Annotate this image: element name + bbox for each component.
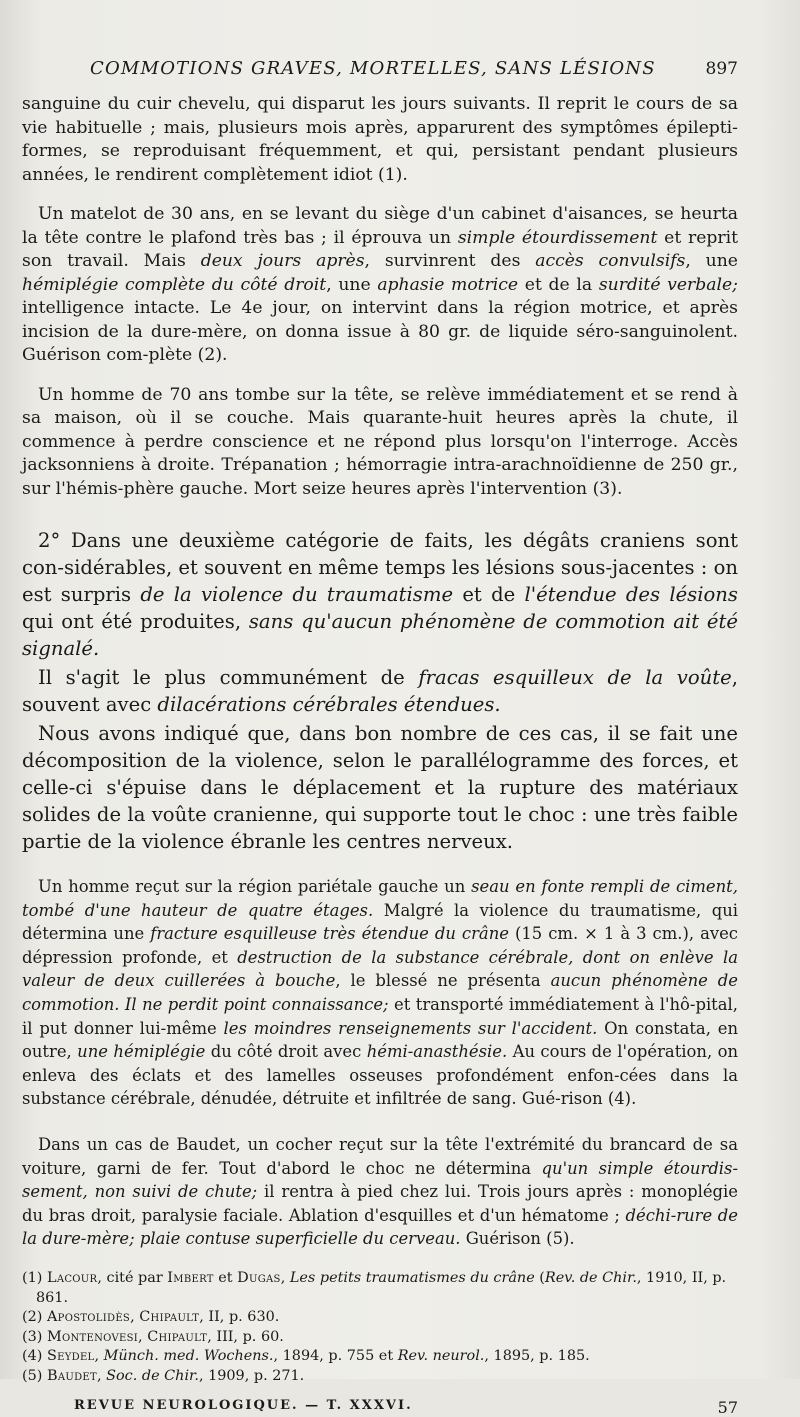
italic-run: fracture esquilleuse très étendue du crâne [150,924,509,944]
italic-run: Les petits traumatismes du crâne [289,1269,535,1286]
footnote-number: (3) [22,1328,43,1345]
italic-run: de la violence du traumatisme [140,583,454,606]
text-run: , souvent avec [22,666,738,716]
text-run: Au cours de l'opération, on enleva des éclats et des lamelles osseuses profondément enfon-cées dans la substance cérébrale, dénudée, détruite et infiltrée de sang. Gué-rison (4). [22,1042,739,1109]
footnote-author: Baudet [46,1367,97,1384]
paragraph-4 [22,527,738,662]
sheet-signature: 57 [717,1398,738,1417]
footnote-author: Montenovesi [46,1328,139,1345]
body-text [22,93,738,1251]
footnote-author: Dugas [237,1269,281,1286]
italic-run: surdité verbale; [598,274,738,295]
text-run: du côté droit avec [205,1042,367,1062]
text-run: , [94,1348,104,1365]
italic-run: Rev. neurol. [397,1348,485,1365]
text-run: ( [534,1269,545,1286]
text-run: Dans un cas de Baudet, un cocher reçut sur la tête l'extrémité du brancard de sa voiture, garni de fer. Tout d'abord le choc ne détermina [22,1134,738,1178]
text-run: 2° Dans une deuxième catégorie de faits, les dégâts craniens sont con-sidérables, et souvent en même temps les lésions sous-jacentes : on est surpris [22,529,739,606]
text-run: Il s'agit le plus communément de [38,666,419,689]
italic-run: qu'un simple étourdis-sement, non suivi de chute; [22,1158,739,1202]
footnote-2 [22,1308,738,1328]
footnote-number: (4) [22,1348,43,1365]
footnotes [22,1269,738,1387]
footnote-1 [22,1269,738,1308]
running-head [22,58,738,79]
paragraph-3: Un homme de 70 ans tombe sur la tête, se relève immédiatement et se rend à sa maison, où il se couche. Mais quarante-huit heures après la chute, il commence à perdre conscience et ne répond plus lorsqu'on l'interroge. Accès jacksonniens à droite. Trépanation ; hémorragie intra-arachnoïdienne de 250 gr., sur l'hémis-phère gauche. Mort seize heures après l'intervention (3). [22,384,738,499]
italic-run: aphasie motrice [377,274,519,295]
italic-run: l'étendue des lésions [524,583,738,606]
italic-run: simple étourdissement [457,227,658,248]
paragraph-7 [22,875,738,1111]
footnote-author: Chipault [147,1328,208,1345]
italic-run: les moindres renseignements sur l'accident. [223,1018,598,1038]
text-run: , 1909, p. 271. [198,1367,305,1384]
italic-run: destruction de la substance cérébrale, dont on enlève la valeur de deux cuillerées à bouche [22,947,738,991]
footnote-author: Imbert [167,1269,214,1286]
text-run: Guérison (5). [460,1229,575,1249]
text-run: et [213,1269,238,1286]
italic-run: deux jours après [200,251,365,271]
italic-run: Soc. de Chir. [106,1367,199,1384]
text-run: , II, p. 630. [199,1309,280,1326]
text-run: il rentra à pied chez lui. Trois jours après : monoplégie du bras droit, paralysie faciale. Ablation d'esquilles et d'un hématome ; [22,1182,738,1225]
text-run: et reprit son travail. Mais [22,227,739,271]
footnote-author: Lacour [46,1269,98,1286]
text-run: , [138,1328,148,1345]
italic-run: hémi-anasthésie. [366,1042,508,1062]
italic-run: fracas esquilleux de la voûte [418,666,732,689]
text-run: qui ont été produites, [22,610,249,633]
text-run: , [130,1309,140,1326]
text-run: Un homme reçut sur la région pariétale gauche un [38,877,472,896]
footnote-author: Chipault [139,1309,200,1326]
page-number: 897 [705,59,738,79]
text-run: (15 cm. × 1 à 3 cm.), avec dépression profonde, et [22,924,738,967]
text-run: intelligence intacte. Le 4e jour, on intervint dans la région motrice, et après incision de la dure-mère, on donna issue à 80 gr. de liquide séro-sanguinolent. Guérison com-plète (2). [22,298,738,365]
footnote-author: Seydel [46,1348,95,1365]
footnote-number: (5) [22,1367,43,1384]
footnote-number: (1) [22,1269,43,1286]
text-run: , [96,1367,107,1384]
italic-run: déchi-rure de la dure-mère; plaie contuse superficielle du cerveau. [22,1205,738,1249]
paragraph-5 [22,664,738,718]
page-footer [22,1398,738,1417]
italic-run: Rev. de Chir. [544,1269,637,1286]
text-run: , 1895, p. 185. [484,1348,590,1365]
text-run: , une [685,251,738,271]
text-run: , 1910, II, p. 861. [36,1269,727,1306]
text-run: , [280,1269,290,1286]
italic-run: aucun phénomène de commotion. Il ne perdit point connaissance; [22,971,738,1014]
text-run: et de [453,583,525,606]
text-run: , une [326,274,378,295]
text-run: , III, p. 60. [207,1328,284,1345]
italic-run: accès convulsifs [535,251,686,271]
italic-run: dilacérations cérébrales étendues. [157,693,501,716]
text-run: , cité par [97,1269,168,1286]
text-run: Malgré la violence du traumatisme, qui détermina une [22,900,738,944]
italic-run: sans qu'aucun phénomène de commotion ait été signalé. [22,610,738,660]
running-title: COMMOTIONS GRAVES, MORTELLES, SANS LÉSIONS [90,58,656,79]
footnote-number: (2) [22,1309,43,1326]
text-run: On constata, en outre, [22,1018,738,1062]
footnote-5 [22,1367,738,1387]
text-run: et de la [518,274,599,295]
italic-run: Münch. med. Wochens. [103,1348,274,1365]
text-run: , survinrent des [364,251,536,271]
italic-run: hémiplégie complète du côté droit [22,274,327,295]
footnote-author: Apostolidès [46,1309,131,1326]
footnote-4 [22,1347,738,1367]
text-run: , le blessé ne présenta [335,971,551,991]
text-run: Un matelot de 30 ans, en se levant du siège d'un cabinet d'aisances, se heurta la tête contre le plafond très bas ; il éprouva un [22,204,738,248]
paragraph-2 [22,203,738,368]
journal-signature: REVUE NEUROLOGIQUE. — T. XXXVI. [74,1398,413,1414]
text-run: , 1894, p. 755 et [273,1348,398,1365]
italic-run: seau en fonte rempli de ciment, tombé d'une hauteur de quatre étages. [22,877,738,920]
text-run: et transporté immédiatement à l'hô-pital, il put donner lui-même [22,994,738,1038]
paragraph-8 [22,1133,738,1251]
italic-run: une hémiplégie [77,1042,206,1062]
footnote-3 [22,1328,738,1348]
paragraph-1: sanguine du cuir chevelu, qui disparut les jours suivants. Il reprit le cours de sa vie habituelle ; mais, plusieurs mois après, apparurent des symptômes épilepti-formes, se reproduisant fréquemment, et qui, persistant pendant plusieurs années, le rendirent complètement idiot (1). [22,94,738,185]
paragraph-6: Nous avons indiqué que, dans bon nombre de ces cas, il se fait une décomposition de la violence, selon le parallélogramme des forces, et celle-ci s'épuise dans le déplacement et la rupture des matériaux solides de la voûte cranienne, qui supporte tout le choc : une très faible partie de la violence ébranle les centres nerveux. [22,722,738,853]
